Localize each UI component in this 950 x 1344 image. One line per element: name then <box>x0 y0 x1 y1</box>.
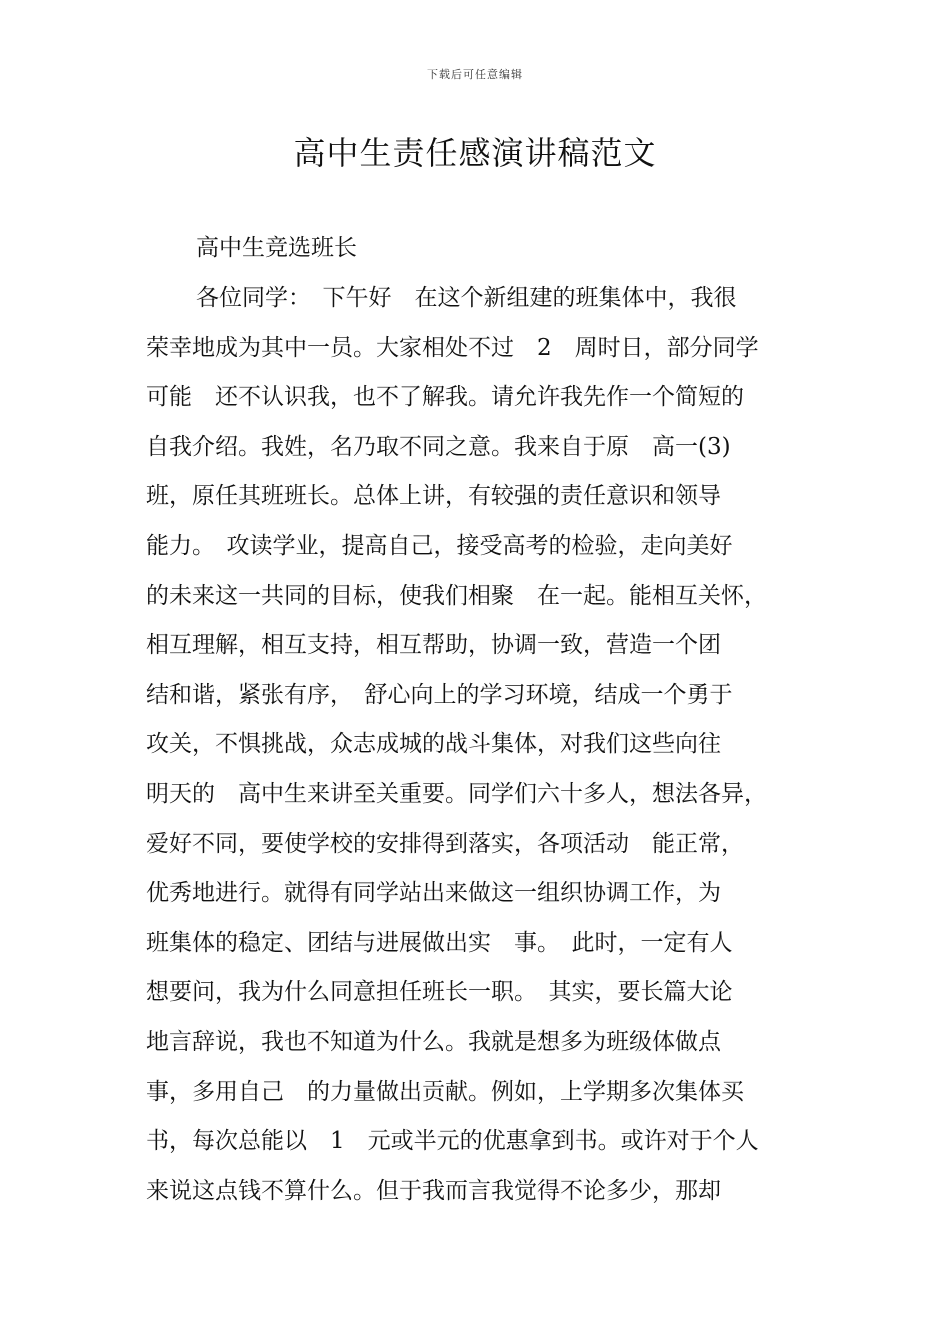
paragraph-line: 攻关，不惧挑战，众志成城的战斗集体，对我们这些向往 <box>146 731 721 758</box>
paragraph-line: 爱好不同，要使学校的安排得到落实，各项活动 能正常， <box>146 830 744 857</box>
speech-paragraph <box>146 274 816 1216</box>
paragraph-line: 地言辞说，我也不知道为什么。我就是想多为班级体做点 <box>146 1028 721 1055</box>
header-note: 下载后可任意编辑 <box>427 68 523 81</box>
paragraph-line: 的未来这一共同的目标，使我们相聚 在一起。能相互关怀， <box>146 582 767 609</box>
paragraph-line: 相互理解，相互支持，相互帮助，协调一致，营造一个团 <box>146 632 721 659</box>
paragraph-line: 可能 还不认识我，也不了解我。请允许我先作一个简短的 <box>146 384 744 411</box>
paragraph-line: 优秀地进行。就得有同学站出来做这一组织协调工作，为 <box>146 880 721 907</box>
paragraph-line: 荣幸地成为其中一员。大家相处不过 2 周时日，部分同学 <box>146 334 759 361</box>
paragraph-line: 各位同学： 下午好 在这个新组建的班集体中，我很 <box>196 285 737 311</box>
paragraph-line: 事，多用自己 的力量做出贡献。例如，上学期多次集体买 <box>146 1078 744 1105</box>
section-subtitle: 高中生竞选班长 <box>196 235 357 261</box>
paragraph-line: 结和谐，紧张有序， 舒心向上的学习环境，结成一个勇于 <box>146 681 733 708</box>
document-title: 高中生责任感演讲稿范文 <box>293 134 657 172</box>
paragraph-line: 班，原任其班班长。总体上讲，有较强的责任意识和领导 <box>146 483 721 510</box>
paragraph-line: 能力。 攻读学业，提高自己，接受高考的检验，走向美好 <box>146 532 733 559</box>
paragraph-line: 来说这点钱不算什么。但于我而言我觉得不论多少，那却 <box>146 1177 721 1204</box>
paragraph-line: 班集体的稳定、团结与进展做出实 事。 此时，一定有人 <box>146 929 733 956</box>
paragraph-line: 想要问，我为什么同意担任班长一职。 其实，要长篇大论 <box>146 979 733 1006</box>
paragraph-line: 明天的 高中生来讲至关重要。同学们六十多人，想法各异， <box>146 780 767 807</box>
paragraph-line: 自我介绍。我姓，名乃取不同之意。我来自于原 高一(3) <box>146 433 731 460</box>
paragraph-line: 书，每次总能以 1 元或半元的优惠拿到书。或许对于个人 <box>146 1128 759 1155</box>
